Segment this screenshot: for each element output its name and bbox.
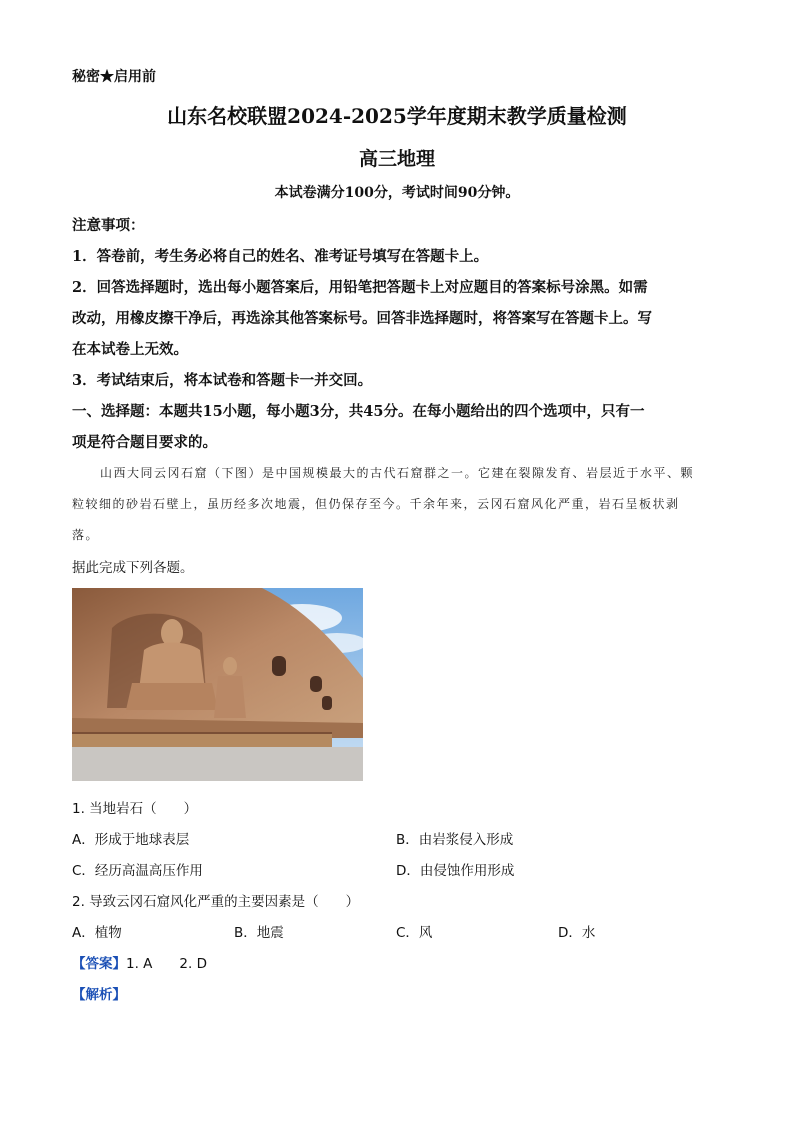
q2-option-a: A．植物 [72,925,122,941]
q1-option-c: C．经历高温高压作用 [72,863,203,879]
note-line-2a: 2．回答选择题时，选出每小题答案后，用铅笔把答题卡上对应题目的答案标号涂黑。如需 [72,279,648,296]
note-line-2b: 改动，用橡皮擦干净后，再选涂其他答案标号。回答非选择题时，将答案写在答题卡上。写 [72,310,652,327]
q2-option-c: C．风 [396,925,433,941]
subject-title: 高三地理 [358,148,435,170]
passage-line-2: 粒较细的砂岩石壁上，虽历经多次地震，但仍保存至今。千余年来，云冈石窟风化严重，岩石呈板状剥 [72,497,680,511]
grotto-illustration [72,588,363,781]
q1-stem: 1. 当地岩石（ ） [72,801,198,817]
yungang-grottoes-photo [72,588,363,781]
analysis-tag: 【解析】 [72,987,126,1003]
exam-info: 本试卷满分100分，考试时间90分钟。 [274,185,520,201]
q1-option-b: B．由岩浆侵入形成 [396,832,514,848]
answer-tag: 【答案】 [72,956,126,972]
answer-values: 1. A 2. D [126,956,207,972]
answer-line [72,952,207,972]
section-heading-b: 项是符合题目要求的。 [72,434,217,451]
analysis-line [72,983,126,1003]
q1-option-a: A．形成于地球表层 [72,832,190,848]
exam-title: 山东名校联盟2024-2025学年度期末教学质量检测 [167,104,627,128]
q2-option-b: B．地震 [234,925,284,941]
note-line-1: 1．答卷前，考生务必将自己的姓名、准考证号填写在答题卡上。 [72,248,489,265]
passage-instruction: 据此完成下列各题。 [72,560,194,576]
section-heading-a: 一、选择题：本题共15小题，每小题3分，共45分。在每小题给出的四个选项中，只有一 [72,403,645,420]
passage-line-1: 山西大同云冈石窟（下图）是中国规模最大的古代石窟群之一。它建在裂隙发育、岩层近于水平、颗 [100,466,695,480]
confidential-label: 秘密★启用前 [72,69,156,85]
passage-line-3: 落。 [72,528,100,542]
note-line-2c: 在本试卷上无效。 [72,341,188,358]
notes-heading: 注意事项： [72,217,145,234]
q2-option-d: D．水 [558,925,596,941]
q1-option-d: D．由侵蚀作用形成 [396,863,515,879]
q2-stem: 2. 导致云冈石窟风化严重的主要因素是（ ） [72,894,360,910]
note-line-3: 3．考试结束后，将本试卷和答题卡一并交回。 [72,372,373,389]
